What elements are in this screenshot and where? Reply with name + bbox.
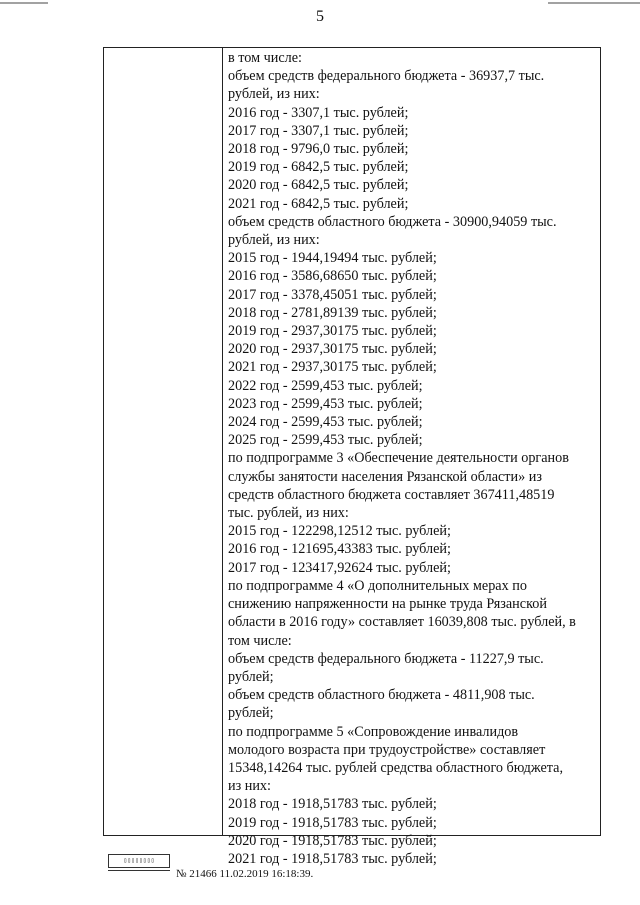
text-line: объем средств федерального бюджета - 11227,9 тыс. xyxy=(228,650,544,667)
text-line: 2016 год - 3307,1 тыс. рублей; xyxy=(228,104,409,121)
text-line: по подпрограмме 3 «Обеспечение деятельности органов xyxy=(228,450,569,467)
text-line: 2016 год - 121695,43383 тыс. рублей; xyxy=(228,541,451,558)
text-line: тыс. рублей, из них: xyxy=(228,505,349,522)
text-line: в том числе: xyxy=(228,50,302,66)
text-line: 2020 год - 2937,30175 тыс. рублей; xyxy=(228,341,437,358)
text-line: 2021 год - 6842,5 тыс. рублей; xyxy=(228,195,409,212)
text-line: 2016 год - 3586,68650 тыс. рублей; xyxy=(228,268,437,285)
text-line: 2021 год - 2937,30175 тыс. рублей; xyxy=(228,359,437,376)
text-line: объем средств федерального бюджета - 36937,7 тыс. xyxy=(228,68,545,85)
table-right-cell-text xyxy=(228,49,600,868)
text-line: 2024 год - 2599,453 тыс. рублей; xyxy=(228,414,423,431)
text-line: объем средств областного бюджета - 30900,94059 тыс. xyxy=(228,213,557,230)
text-line: по подпрограмме 4 «О дополнительных мерах по xyxy=(228,577,527,594)
text-line: 2021 год - 1918,51783 тыс. рублей; xyxy=(228,850,437,867)
text-line: объем средств областного бюджета - 4811,908 тыс. xyxy=(228,687,535,704)
scan-artifact-left xyxy=(0,2,48,4)
text-line: 2019 год - 2937,30175 тыс. рублей; xyxy=(228,323,437,340)
text-line: 2017 год - 3378,45051 тыс. рублей; xyxy=(228,286,437,303)
text-line: 2022 год - 2599,453 тыс. рублей; xyxy=(228,377,423,394)
text-line: из них: xyxy=(228,778,271,795)
text-line: 2019 год - 6842,5 тыс. рублей; xyxy=(228,159,409,176)
text-line: 2018 год - 1918,51783 тыс. рублей; xyxy=(228,796,437,813)
text-line: 2020 год - 6842,5 тыс. рублей; xyxy=(228,177,409,194)
text-line: рублей; xyxy=(228,705,274,722)
text-line: средств областного бюджета составляет 367411,48519 xyxy=(228,486,555,503)
text-line: 2019 год - 1918,51783 тыс. рублей; xyxy=(228,814,437,831)
page-number: 5 xyxy=(316,8,324,25)
footer xyxy=(108,852,428,886)
text-line: рублей, из них: xyxy=(228,86,320,103)
text-line: 2017 год - 123417,92624 тыс. рублей; xyxy=(228,559,451,576)
text-line: области в 2016 году» составляет 16039,808 тыс. рублей, в xyxy=(228,614,576,631)
document-table xyxy=(103,47,601,867)
text-line: 2023 год - 2599,453 тыс. рублей; xyxy=(228,395,423,412)
text-line: 2017 год - 3307,1 тыс. рублей; xyxy=(228,122,409,139)
text-line: рублей, из них: xyxy=(228,232,320,249)
text-line: 2025 год - 2599,453 тыс. рублей; xyxy=(228,432,423,449)
text-line: по подпрограмме 5 «Сопровождение инвалидов xyxy=(228,723,519,740)
text-line: 2018 год - 9796,0 тыс. рублей; xyxy=(228,141,409,158)
text-line: том числе: xyxy=(228,632,292,649)
text-line: рублей; xyxy=(228,668,274,685)
document-registration-stamp: № 21466 11.02.2019 16:18:39. xyxy=(176,868,314,880)
text-line: 2018 год - 2781,89139 тыс. рублей; xyxy=(228,304,437,321)
text-line: молодого возраста при трудоустройстве» составляет xyxy=(228,741,546,758)
registry-stamp-underline xyxy=(108,870,170,875)
scan-artifact-right xyxy=(548,2,640,4)
text-line: снижению напряженности на рынке труда Рязанской xyxy=(228,596,547,613)
text-line: 2015 год - 122298,12512 тыс. рублей; xyxy=(228,523,451,540)
registry-stamp-logo: ▯▯▯▯▯▯▯▯ xyxy=(108,854,170,868)
text-line: службы занятости населения Рязанской области» из xyxy=(228,468,542,485)
text-line: 15348,14264 тыс. рублей средства областного бюджета, xyxy=(228,759,563,776)
text-line: 2020 год - 1918,51783 тыс. рублей; xyxy=(228,832,437,849)
text-line: 2015 год - 1944,19494 тыс. рублей; xyxy=(228,250,437,267)
column-divider xyxy=(222,48,223,835)
